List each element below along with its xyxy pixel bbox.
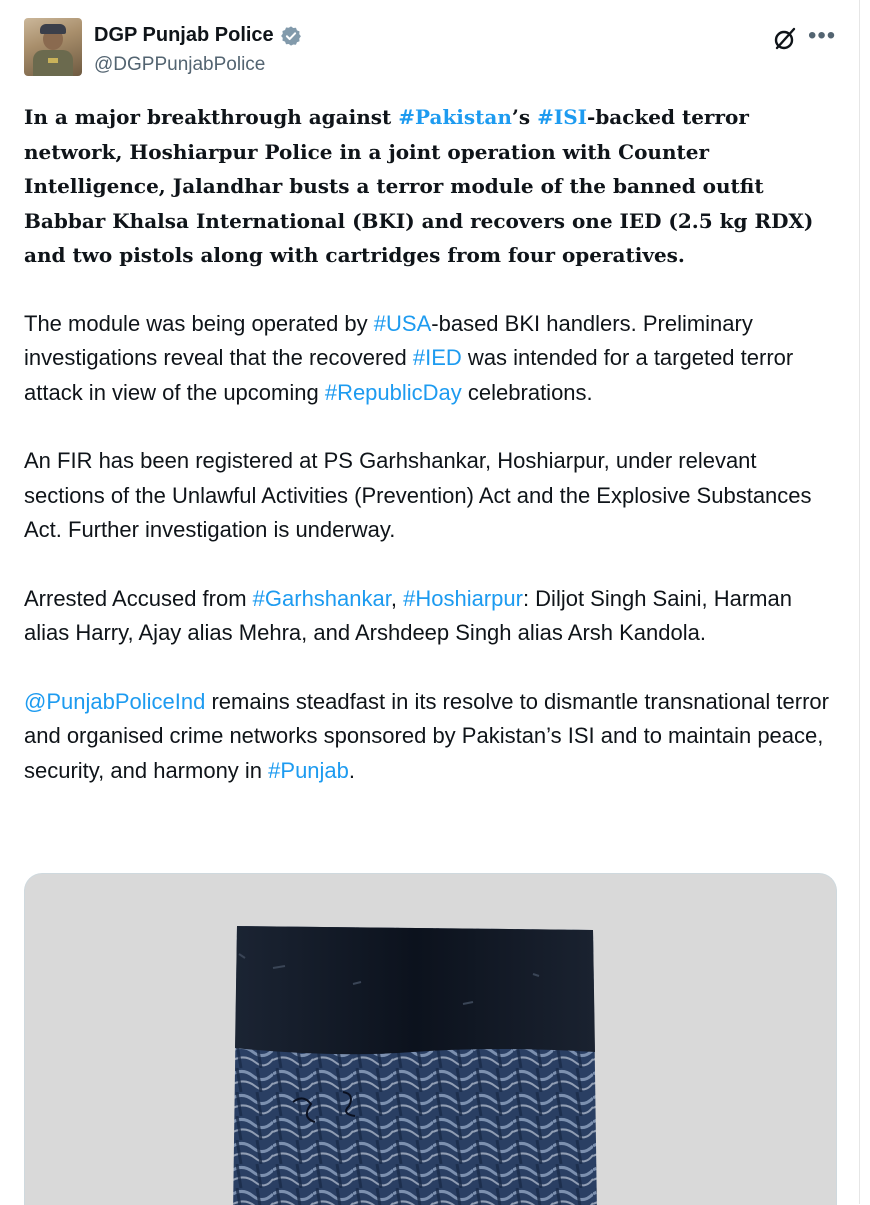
- author-handle[interactable]: @DGPPunjabPolice: [94, 54, 266, 75]
- mention-punjabpoliceind[interactable]: @PunjabPoliceInd: [24, 688, 206, 714]
- hashtag-punjab[interactable]: #Punjab: [268, 757, 349, 783]
- hashtag-republicday[interactable]: #RepublicDay: [324, 379, 462, 405]
- grok-icon[interactable]: [772, 26, 798, 52]
- author-display-name[interactable]: DGP Punjab Police: [94, 24, 274, 46]
- verified-badge-icon: [280, 25, 302, 47]
- ied-packet-photo: [233, 924, 599, 1205]
- tweet-text: [24, 100, 834, 788]
- hashtag-ied[interactable]: #IED: [412, 345, 462, 370]
- column-border: [859, 0, 860, 1204]
- tweet-paragraph-4: Arrested Accused from #Garhshankar, #Hoshiarpur: Diljot Singh Saini, Harman alias Harry, Ajay alias Mehra, and Arshdeep Singh alias Arsh Kandola.: [24, 585, 792, 645]
- avatar[interactable]: [24, 18, 82, 76]
- tweet-header: [24, 18, 844, 82]
- tweet-paragraph-2: The module was being operated by #USA-based BKI handlers. Preliminary investigations reveal that the recovered #IED was intended for a targeted terror attack in view of the upcoming #RepublicDay celebrations.: [24, 310, 794, 405]
- tweet-paragraph-1: In a major breakthrough against #Pakistan’s #ISI-backed terror network, Hoshiarpur Police in a joint operation with Counter Intelligence, Jalandhar busts a terror module of the banned outfit Babbar Khalsa International (BKI) and recovers one IED (2.5 kg RDX) and two pistols along with cartridges from four operatives.: [24, 105, 814, 267]
- tweet-paragraph-3: An FIR has been registered at PS Garhshankar, Hoshiarpur, under relevant sections of the Unlawful Activities (Prevention) Act and the Explosive Substances Act. Further investigation is underway.: [24, 448, 812, 542]
- more-options-icon[interactable]: •••: [808, 22, 837, 49]
- hashtag-usa[interactable]: #USA: [373, 310, 432, 336]
- tweet-media-image[interactable]: [24, 873, 837, 1205]
- tweet-paragraph-5: @PunjabPoliceInd remains steadfast in its resolve to dismantle transnational terror and organised crime networks sponsored by Pakistan’s ISI and to maintain peace, security, and harmony in #Punjab.: [24, 688, 829, 783]
- hashtag-hoshiarpur[interactable]: #Hoshiarpur: [403, 585, 523, 611]
- hashtag-pakistan[interactable]: #Pakistan: [398, 105, 512, 129]
- author-name-row: [94, 24, 302, 47]
- hashtag-garhshankar[interactable]: #Garhshankar: [252, 585, 391, 611]
- hashtag-isi[interactable]: #ISI: [537, 105, 588, 129]
